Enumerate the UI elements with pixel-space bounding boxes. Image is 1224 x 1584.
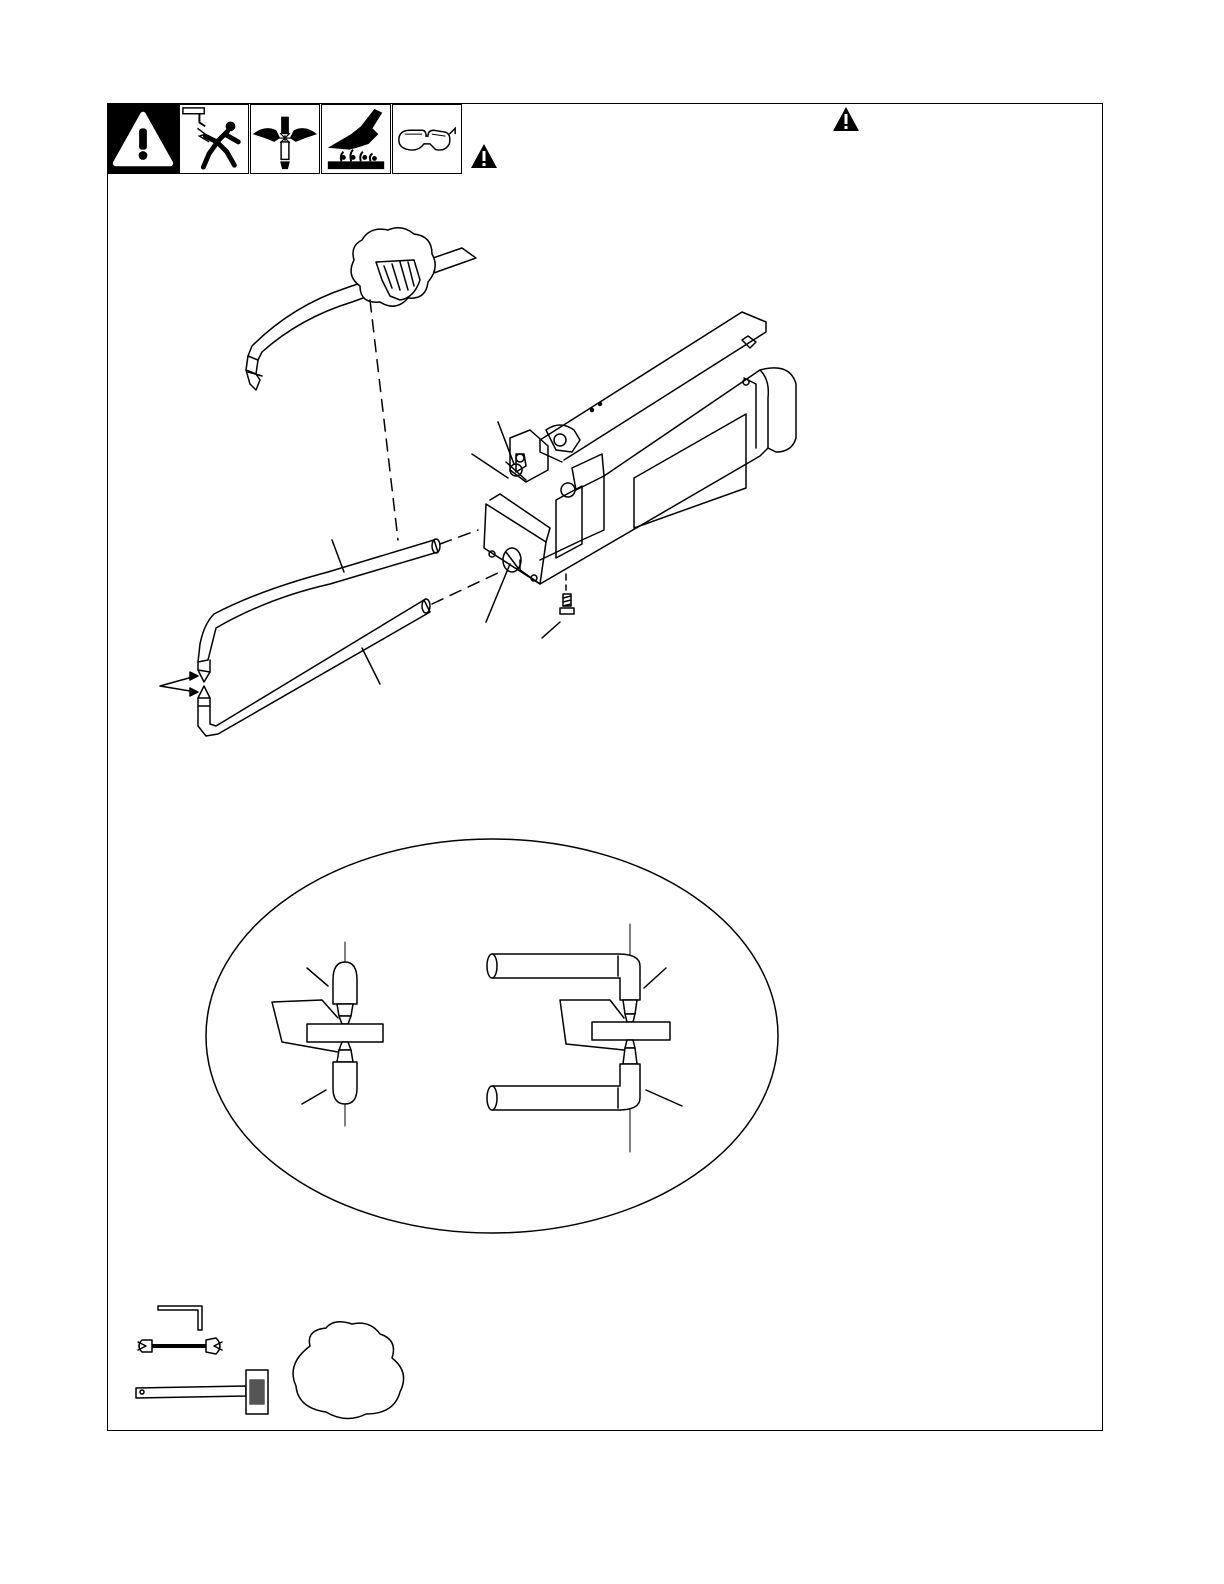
straight-tip-alignment <box>272 942 383 1126</box>
upper-offset-tip-leader <box>644 968 666 988</box>
cleaning-leader-line <box>370 300 398 540</box>
set-screw-leader <box>542 622 560 638</box>
soft-mallet-icon <box>136 1370 268 1414</box>
set-screw-icon <box>560 594 574 614</box>
upper-tip-leader <box>307 968 328 986</box>
upper-electrode-arm <box>198 539 440 682</box>
cleaning-cloth-icon <box>351 228 435 306</box>
clamp-screw-leader <box>472 454 508 478</box>
offset-tip-alignment <box>487 924 682 1152</box>
lower-arm-insert-line <box>432 572 500 604</box>
clamp-bore-leader <box>486 564 510 622</box>
alignment-detail-oval <box>206 839 778 1233</box>
lower-offset-tip-leader <box>646 1090 682 1106</box>
adjust-screw-leader <box>498 422 514 464</box>
open-end-wrench-icon <box>138 1338 222 1354</box>
upper-arm-insert-line <box>440 530 478 544</box>
cleaning-cloth-icon <box>293 1322 404 1419</box>
hex-key-icon <box>158 1306 202 1330</box>
spot-welder-gun-body <box>484 312 796 584</box>
lower-tip-leader <box>302 1090 326 1104</box>
